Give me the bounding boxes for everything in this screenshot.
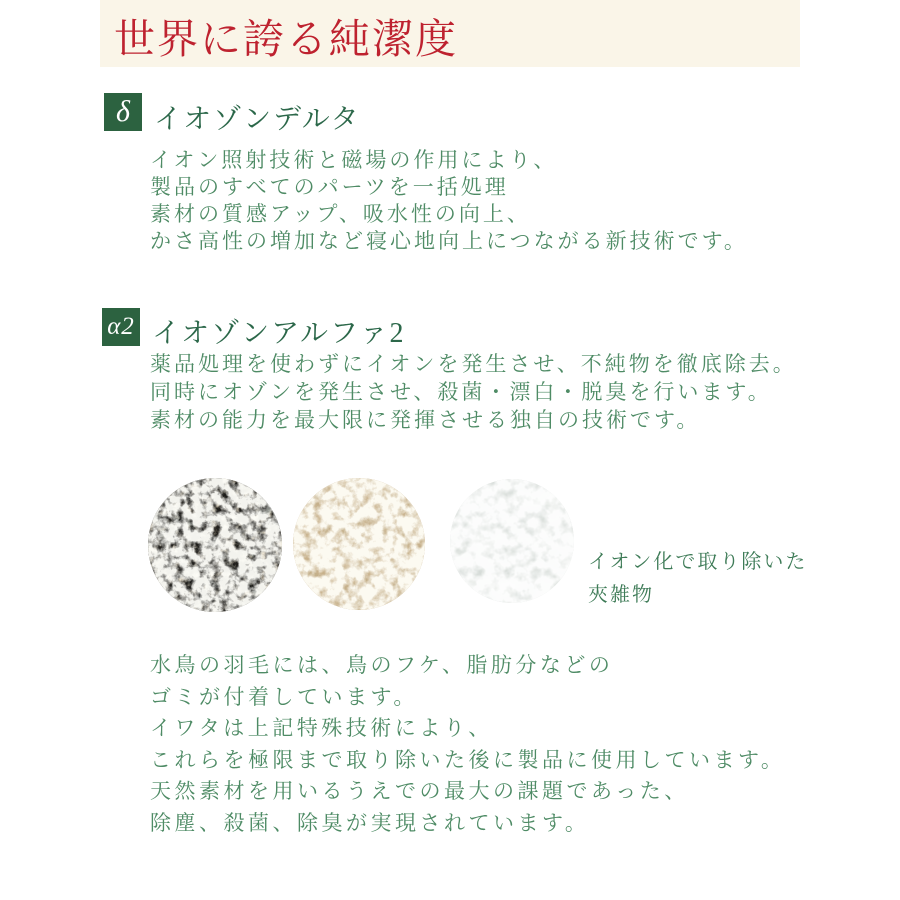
delta-glyph: δ bbox=[116, 95, 130, 128]
impurity-sample-photo-dark bbox=[148, 478, 282, 612]
section-title-iozone-delta: イオゾンデルタ bbox=[154, 104, 361, 135]
alpha2-badge-icon bbox=[102, 308, 140, 346]
caption-line: 夾雑物 bbox=[588, 584, 654, 606]
footer-line: 除塵、殺菌、除臭が実現されています。 bbox=[150, 810, 590, 835]
footer-line: これらを極限まで取り除いた後に製品に使用しています。 bbox=[150, 747, 786, 772]
delta-badge-icon bbox=[104, 93, 142, 131]
header-banner bbox=[100, 0, 800, 67]
caption-line: イオン化で取り除いた bbox=[588, 551, 808, 573]
footer-paragraph bbox=[150, 650, 785, 839]
page-title: 世界に誇る純潔度 bbox=[114, 16, 458, 62]
section-body-iozone-alpha2 bbox=[150, 350, 797, 434]
body-line: 素材の質感アップ、吸水性の向上、 bbox=[150, 202, 531, 226]
body-line: 素材の能力を最大限に発揮させる独自の技術です。 bbox=[150, 408, 701, 432]
body-line: 同時にオゾンを発生させ、殺菌・漂白・脱臭を行います。 bbox=[150, 380, 772, 404]
body-line: かさ高性の増加など寝心地向上につながる新技術です。 bbox=[150, 229, 748, 253]
footer-line: 天然素材を用いるうえでの最大の課題であった、 bbox=[150, 779, 689, 803]
impurity-sample-photo-tan bbox=[293, 478, 425, 610]
footer-line: 水鳥の羽毛には、鳥のフケ、脂肪分などの bbox=[150, 653, 614, 677]
section-title-iozone-alpha2: イオゾンアルファ2 bbox=[152, 318, 406, 349]
body-line: 製品のすべてのパーツを一括処理 bbox=[150, 175, 509, 199]
body-line: 薬品処理を使わずにイオンを発生させ、不純物を徹底除去。 bbox=[150, 352, 797, 376]
footer-line: イワタは上記特殊技術により、 bbox=[150, 716, 493, 740]
footer-line: ゴミが付着しています。 bbox=[150, 684, 418, 709]
gallery-caption bbox=[588, 546, 807, 612]
clean-feather-sample-photo bbox=[450, 479, 574, 603]
section-body-iozone-delta bbox=[150, 147, 748, 255]
alpha2-glyph: α2 bbox=[107, 313, 135, 340]
body-line: イオン照射技術と磁場の作用により、 bbox=[150, 148, 558, 172]
